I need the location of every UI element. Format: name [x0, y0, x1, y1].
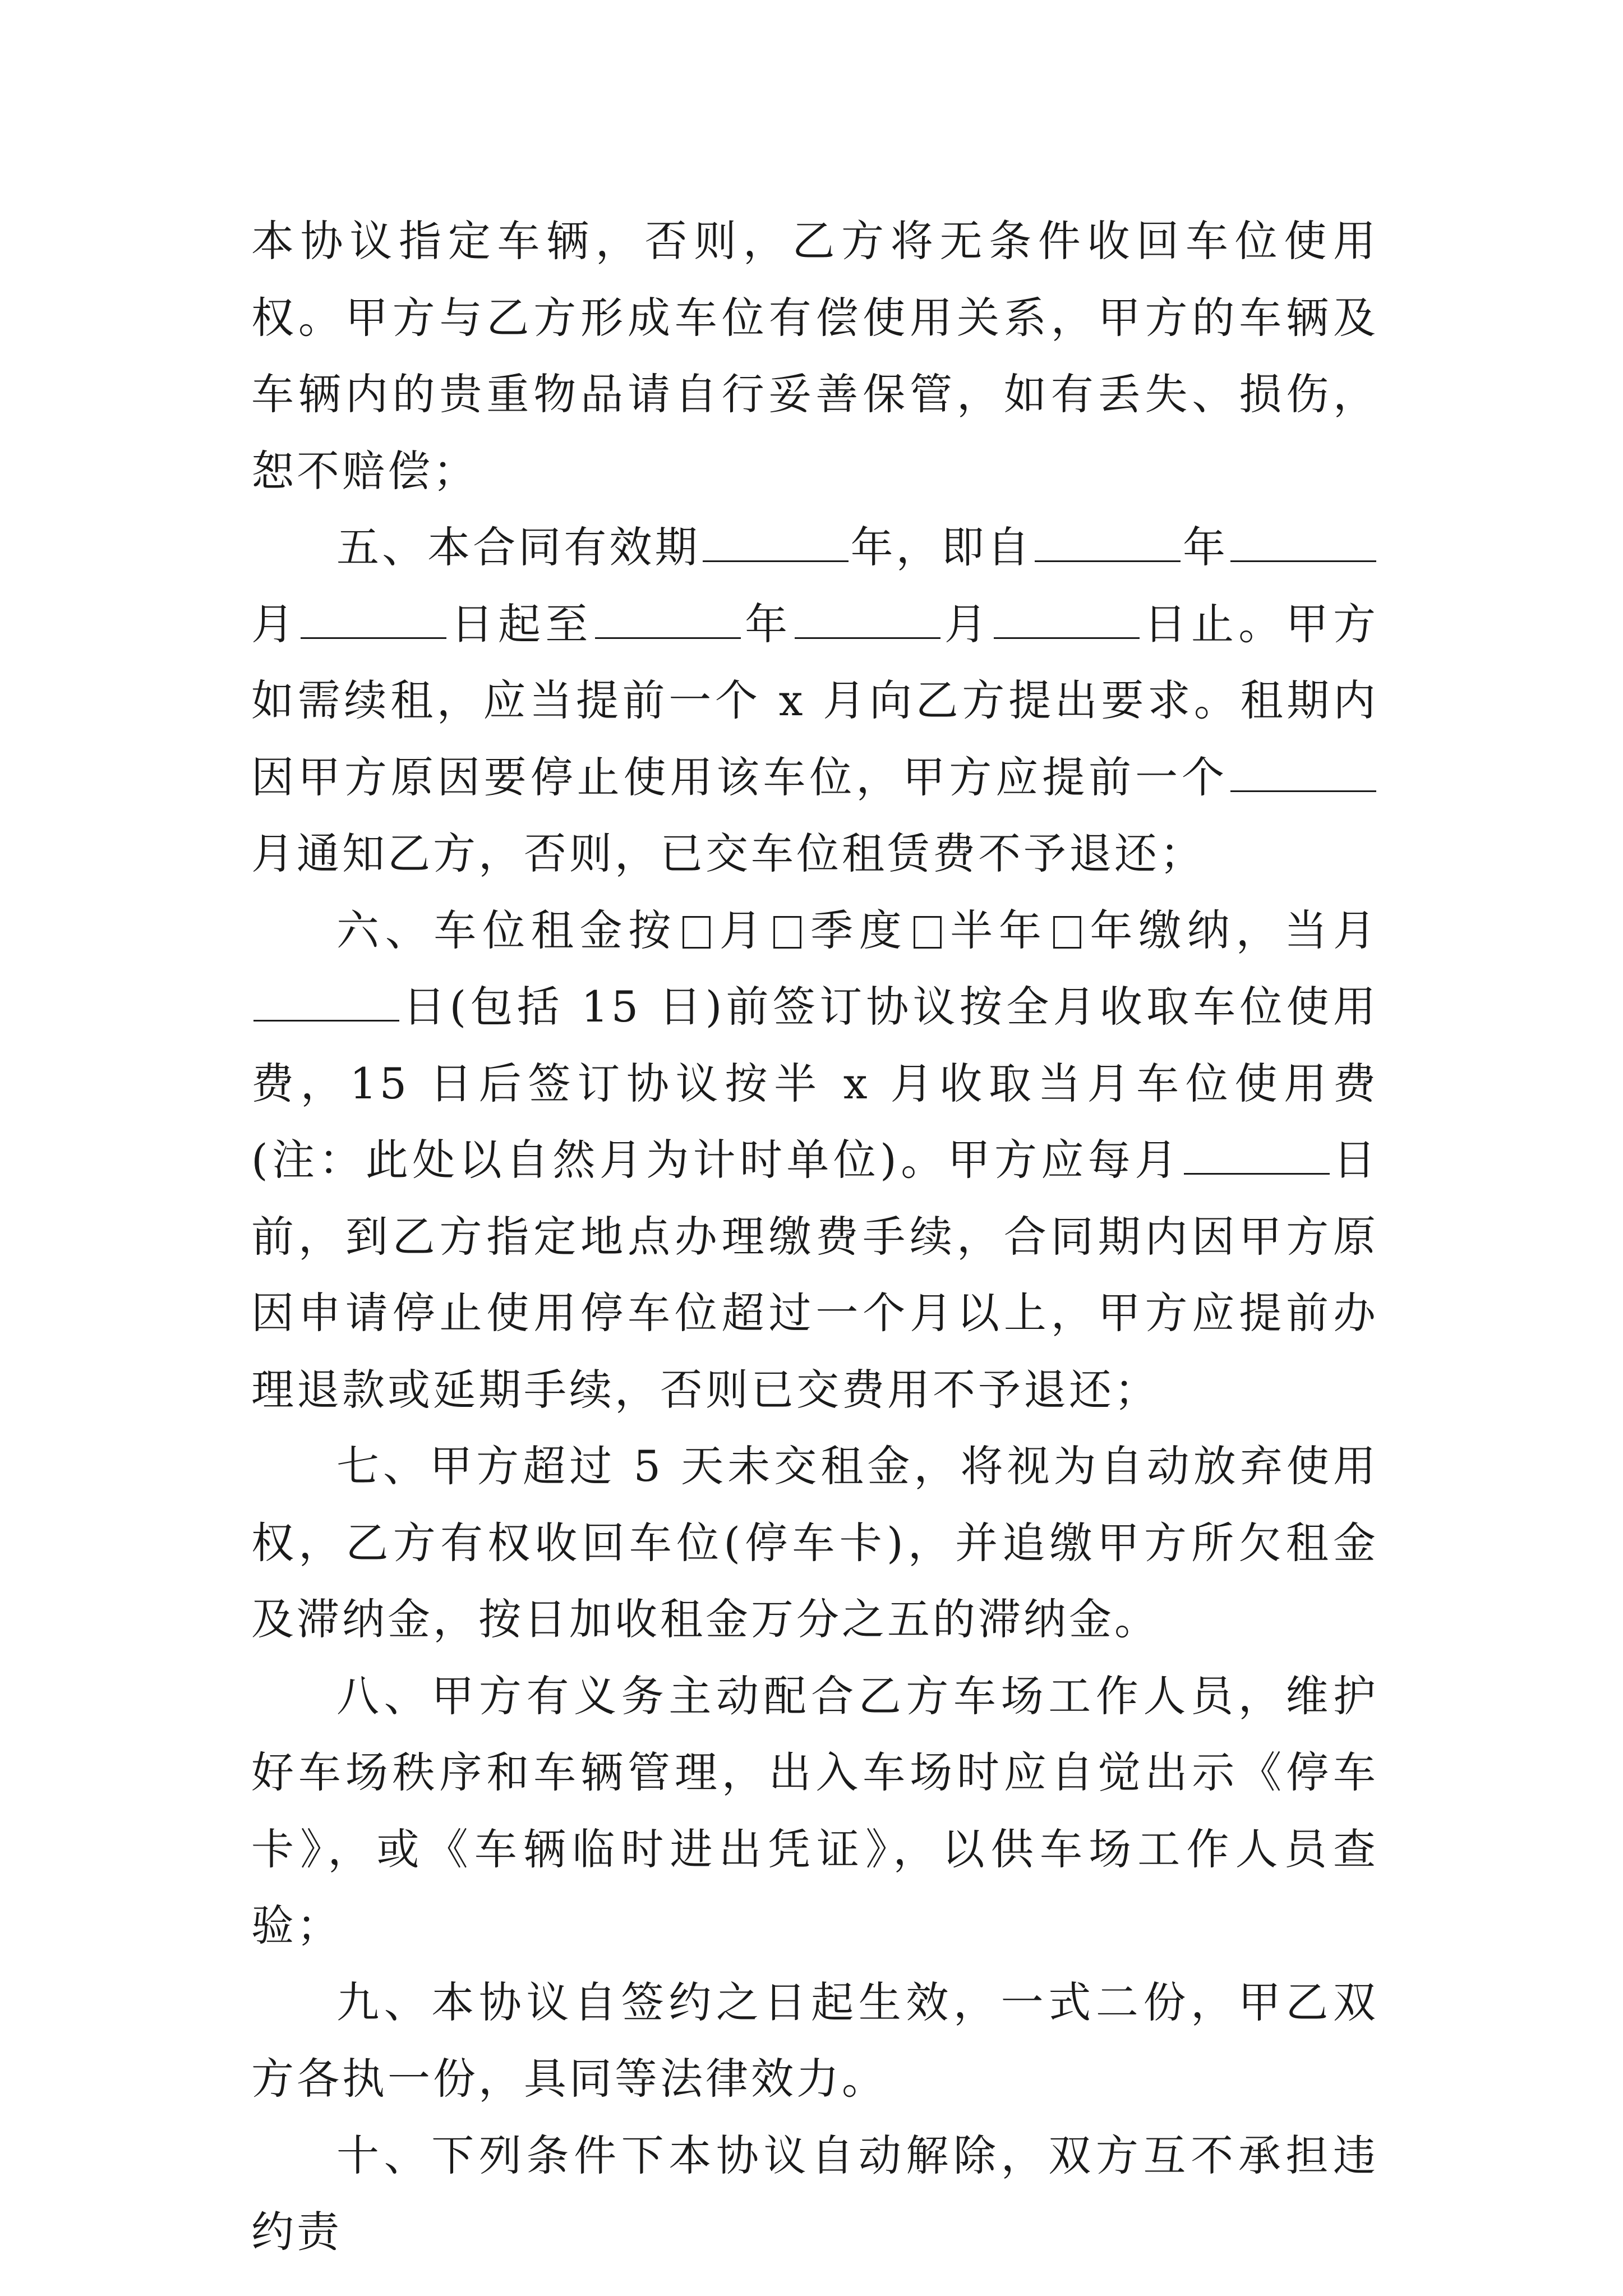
paragraph-4-continuation: 本协议指定车辆，否则，乙方将无条件收回车位使用权。甲方与乙方形成车位有偿使用关系，甲方的车辆及车辆内的贵重物品请自行妥善保管，如有丢失、损伤，恕不赔偿；	[251, 216, 1378, 496]
checkbox-label: 月	[716, 905, 768, 955]
blank-fill-line	[703, 527, 849, 562]
text-segment: 月	[251, 599, 299, 649]
blank-fill-line	[301, 604, 446, 639]
blank-fill-line	[1230, 527, 1376, 562]
text-segment: 五、本合同有效期	[336, 522, 700, 572]
document-body	[251, 203, 1378, 2271]
paragraph-9-effectiveness: 九、本协议自签约之日起生效，一式二份，甲乙双方各执一份，具同等法律效力。	[251, 1977, 1378, 2104]
text-segment: 年缴纳，当月	[1086, 905, 1379, 955]
blank-fill-line	[795, 604, 940, 639]
text-segment: 年	[1182, 522, 1229, 572]
checkbox-half-year[interactable]	[914, 916, 942, 949]
paragraph-7-late-payment: 七、甲方超过 5 天未交租金，将视为自动放弃使用权，乙方有权收回车位(停车卡)，并追缴甲方所欠租金及滞纳金，按日加收租金万分之五的滞纳金。	[251, 1441, 1378, 1644]
text-segment: 月通知乙方，否则，已交车位租赁费不予退还；	[251, 829, 1205, 878]
paragraph-10-termination: 十、下列条件下本协议自动解除，双方互不承担违约责	[251, 2130, 1378, 2257]
blank-fill-line	[1184, 1139, 1330, 1175]
blank-fill-line	[595, 604, 741, 639]
checkbox-label: 季度	[807, 905, 908, 955]
text-segment: 月	[942, 599, 992, 649]
text-segment: 日起至	[449, 599, 593, 649]
checkbox-yearly[interactable]	[1053, 916, 1081, 949]
blank-fill-line	[1230, 757, 1376, 792]
text-segment: 年，即自	[850, 522, 1032, 572]
paragraph-6-rent-payment	[251, 892, 1378, 1429]
checkbox-quarterly[interactable]	[773, 916, 801, 949]
blank-fill-line	[994, 604, 1140, 639]
text-segment: 六、车位租金按	[336, 905, 677, 955]
checkbox-monthly[interactable]	[683, 916, 711, 949]
text-segment: 年	[743, 599, 792, 649]
text-segment: 日止。甲方如需续租，应当提前一个 x 月向乙方提出要求。租期内因甲方原因要停止使用该车位，甲方应提前一个	[251, 599, 1379, 802]
text-segment: 日前，到乙方指定地点办理缴费手续，合同期内因甲方原因申请停止使用停车位超过一个月以上，甲方应提前办理退款或延期手续，否则已交费用不予退还；	[251, 1135, 1378, 1415]
paragraph-5-validity-period	[251, 509, 1378, 892]
paragraph-8-cooperation: 八、甲方有义务主动配合乙方车场工作人员，维护好车场秩序和车辆管理，出入车场时应自觉出示《停车卡》，或《车辆临时进出凭证》，以供车场工作人员查验；	[251, 1671, 1378, 1950]
checkbox-label: 半年	[947, 905, 1048, 955]
blank-fill-line	[1035, 527, 1181, 562]
blank-fill-line	[253, 986, 399, 1022]
text-segment: 日(包括 15 日)前签订协议按全月收取车位使用费，15 日后签订协议按半 x 月收取当月车位使用费(注：此处以自然月为计时单位)。甲方应每月	[251, 982, 1378, 1185]
